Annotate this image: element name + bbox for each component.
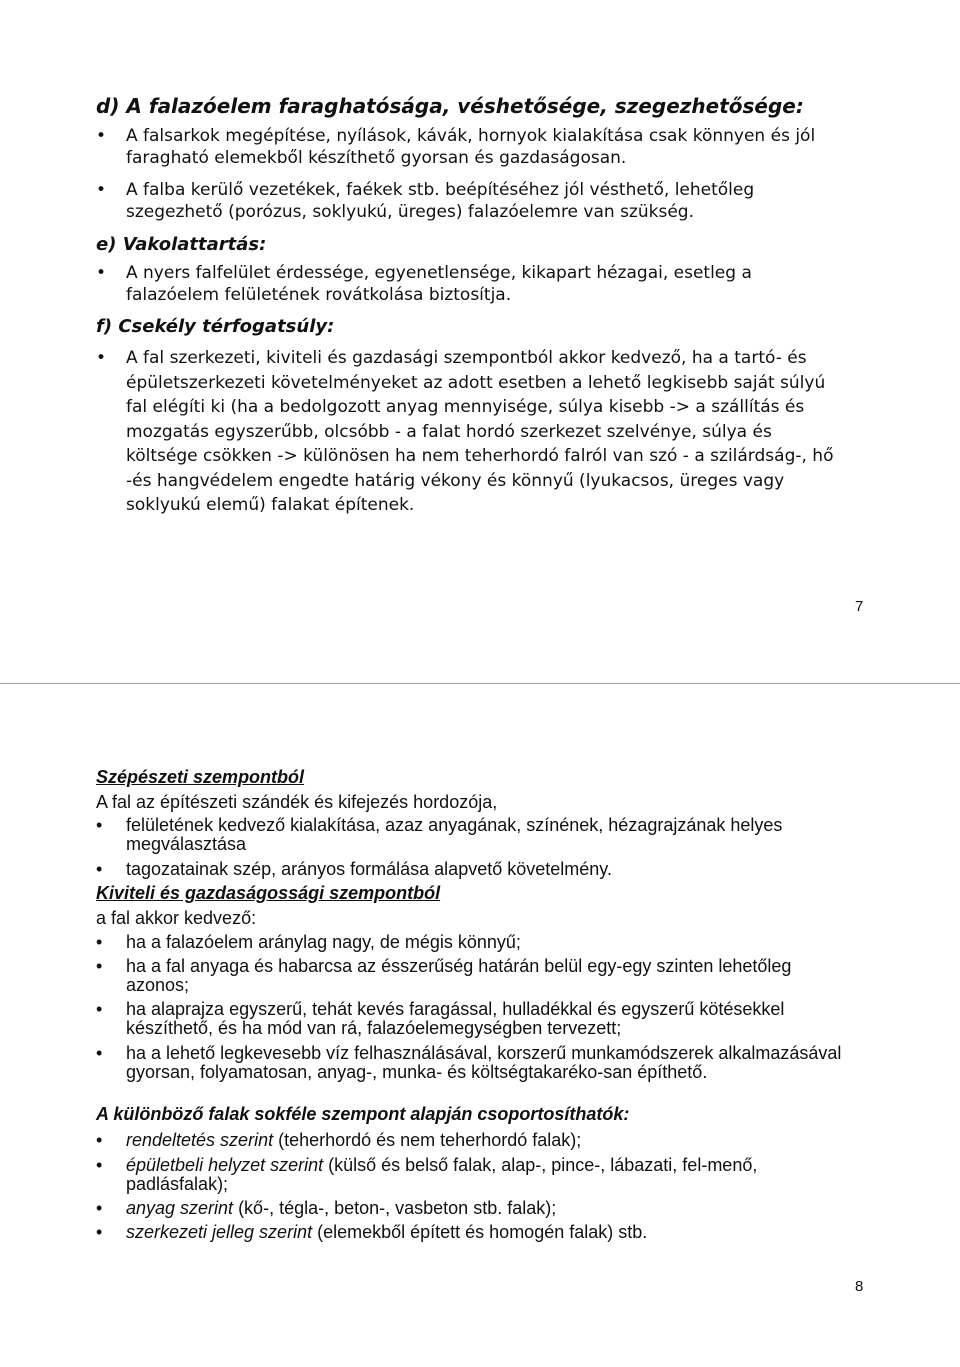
bullet-icon: • <box>96 263 107 283</box>
bullet-icon: • <box>96 1222 103 1242</box>
bullet-icon: • <box>96 932 103 952</box>
bullet-text: ha a fal anyaga és habarcsa az ésszerűség határán belül egy-egy szinten lehetőleg azonos; <box>126 956 792 995</box>
slide-page-8 <box>0 684 960 1367</box>
heading-d: d) A falazóelem faraghatósága, véshetősége, szegezhetősége: <box>96 94 804 118</box>
bullet-text <box>126 1199 846 1218</box>
bullet-text: ha a lehető legkevesebb víz felhasználásával, korszerű munkamódszerek alkalmazásával gyorsan, folyamatosan, anyag-, munka- és költségtakaréko-san építhető. <box>126 1043 842 1082</box>
page-number: 7 <box>855 598 864 615</box>
bullet-icon: • <box>96 1155 103 1175</box>
bullet-icon: • <box>96 1043 103 1063</box>
bullet-icon: • <box>96 815 103 835</box>
heading-szepeszeti: Szépészeti szempontból <box>96 767 305 787</box>
bullet-italic: épületbeli helyzet szerint <box>126 1155 324 1175</box>
bullet-text: ha alaprajza egyszerű, tehát kevés faragással, hulladékkal és egyszerű kötésekkel készíthető, és ha mód van rá, falazóelemegységben tervezett; <box>126 999 785 1038</box>
bullet-text: ha a falazóelem aránylag nagy, de mégis könnyű; <box>126 932 521 952</box>
bullet-icon: • <box>96 348 107 368</box>
bullet-text: A falsarkok megépítése, nyílások, kávák, hornyok kialakítása csak könnyen és jól faragható elemekből készíthető gyorsan és gazdaságosan. <box>126 126 816 168</box>
bullet-text <box>126 1131 846 1150</box>
heading-e: e) Vakolattartás: <box>96 234 267 255</box>
bullet-text: felületének kedvező kialakítása, azaz anyagának, színének, hézagrajzának helyes megválasztása <box>126 815 783 854</box>
heading-kiviteli: Kiviteli és gazdaságossági szempontból <box>96 883 441 903</box>
bullet-text: A falba kerülő vezetékek, faékek stb. beépítéséhez jól vésthető, lehetőleg szegezhető (porózus, soklyukú, üreges) falazóelemre van szükség. <box>126 180 755 222</box>
bullet-italic: rendeltetés szerint <box>126 1130 274 1150</box>
bullet-icon: • <box>96 999 103 1019</box>
bullet-text: A fal szerkezeti, kiviteli és gazdasági szempontból akkor kedvező, ha a tartó- és épületszerkezeti követelményeket az adott esetben a lehető legkisebb saját súlyú fal elégíti ki (ha a bedolgozott anyag mennyisége, súlya kisebb -> a szállítás és mozgatás egyszerűbb, olcsóbb - a falat hordó szerkezet szelvénye, súlya és költsége csökken -> különösen ha nem teherhordó falról van szó - a szilárdság-, hő -és hangvédelem engedte határig vékony és könnyű (lyukacsos, üreges vagy soklyukú elemű) falakat építenek. <box>126 348 834 515</box>
bullet-icon: • <box>96 126 107 146</box>
bullet-text: A nyers falfelület érdessége, egyenetlensége, kikapart hézagai, esetleg a falazóelem felületének rovátkolása biztosítja. <box>126 263 752 305</box>
bullet-icon: • <box>96 859 103 879</box>
bullet-rest: (kő-, tégla-, beton-, vasbeton stb. falak); <box>233 1198 557 1218</box>
bullet-rest: (teherhordó és nem teherhordó falak); <box>273 1130 582 1150</box>
bullet-italic: anyag szerint <box>126 1198 234 1218</box>
bullet-icon: • <box>96 956 103 976</box>
intro-kiviteli: a fal akkor kedvező: <box>96 908 257 928</box>
bullet-icon: • <box>96 1198 103 1218</box>
heading-csoportositas: A különböző falak sokféle szempont alapján csoportosíthatók: <box>96 1104 630 1124</box>
heading-f: f) Csekély térfogatsúly: <box>96 316 335 337</box>
bullet-rest: (elemekből épített és homogén falak) stb. <box>312 1222 648 1242</box>
bullet-text: tagozatainak szép, arányos formálása alapvető követelmény. <box>126 859 612 879</box>
bullet-text <box>126 1156 846 1194</box>
intro-szepeszeti: A fal az építészeti szándék és kifejezés hordozója, <box>96 792 498 812</box>
bullet-icon: • <box>96 180 107 200</box>
bullet-italic: szerkezeti jelleg szerint <box>126 1222 313 1242</box>
page-number: 8 <box>855 1278 864 1295</box>
bullet-icon: • <box>96 1130 103 1150</box>
bullet-rest: (külső és belső falak, alap-, pince-, lábazati, fel-menő, padlásfalak); <box>126 1155 758 1194</box>
bullet-text <box>126 1223 846 1242</box>
